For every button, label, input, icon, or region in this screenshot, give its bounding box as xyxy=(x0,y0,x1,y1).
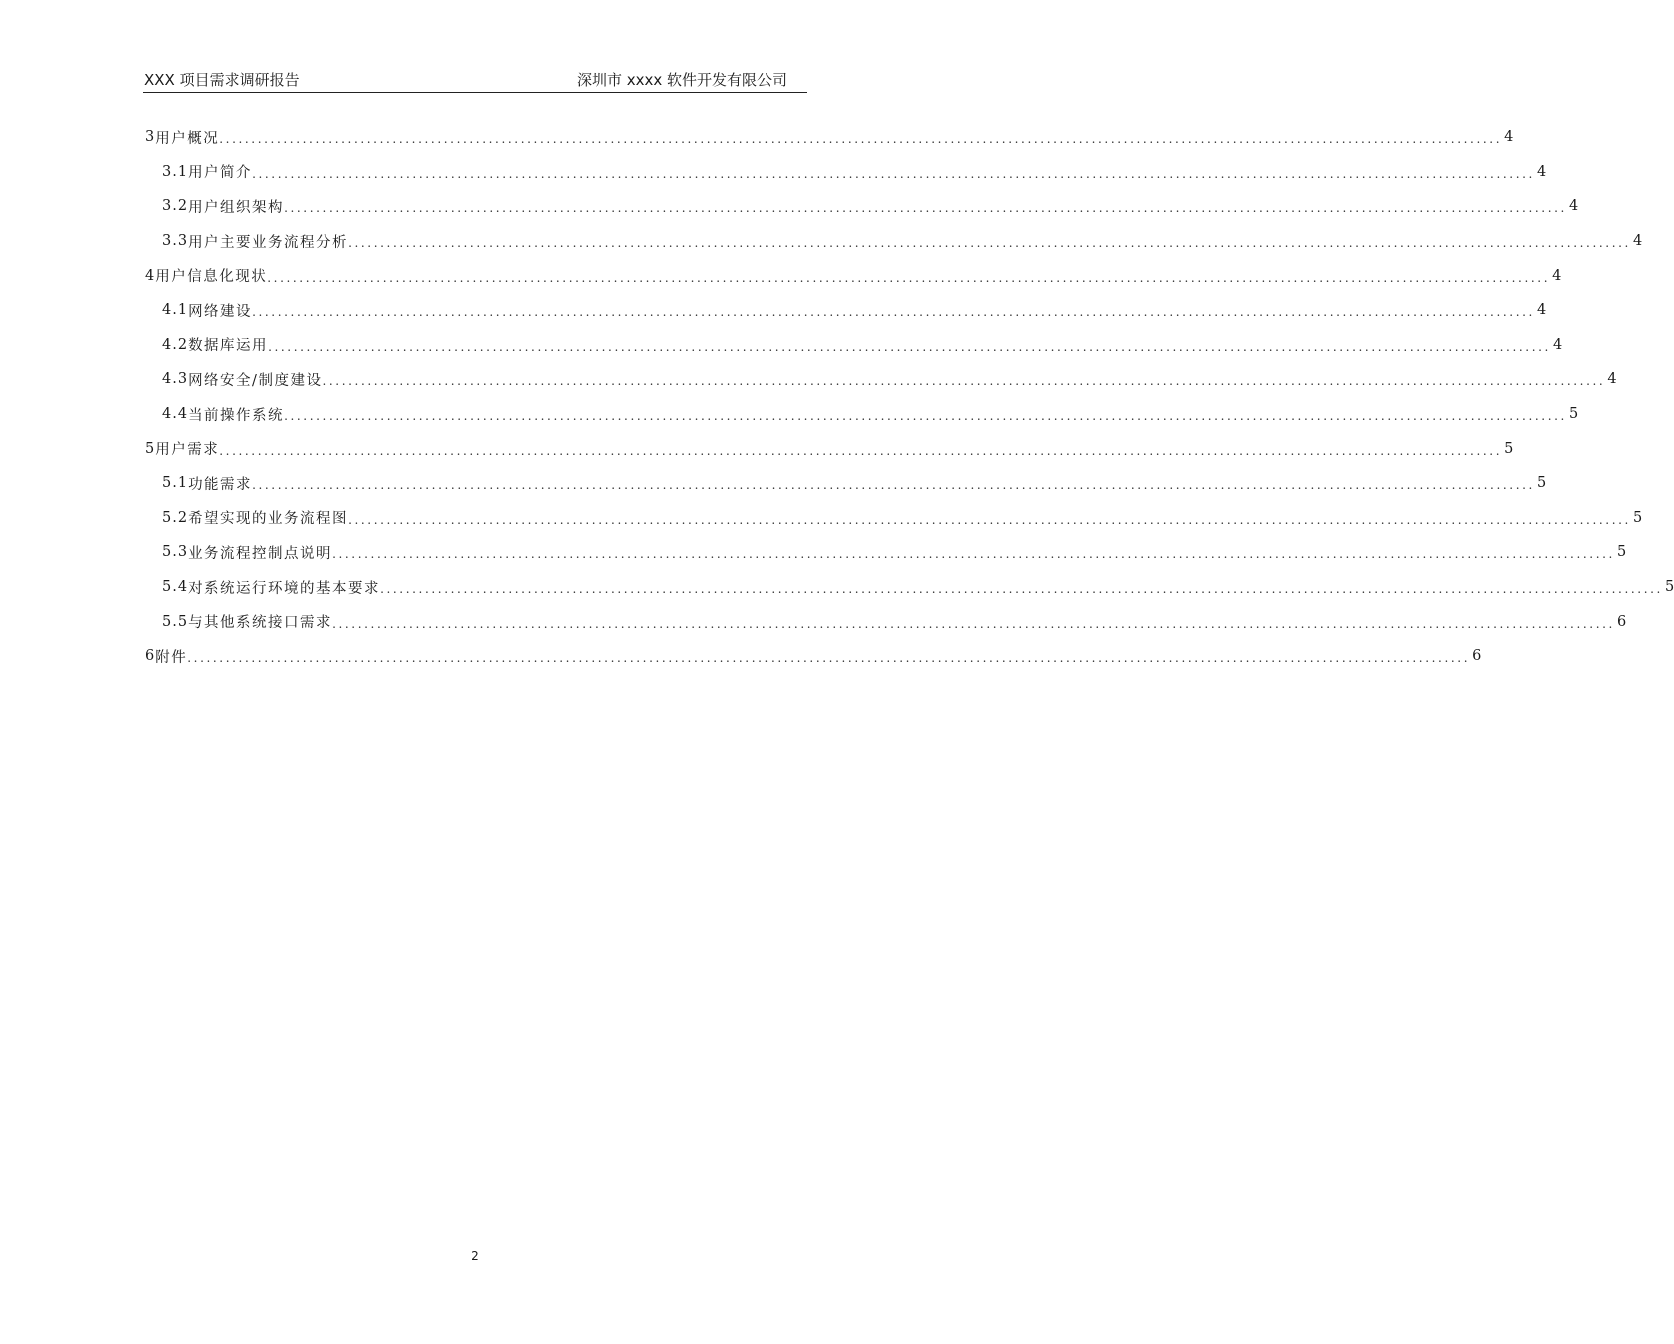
toc-dot-leader: ........................................................................................................................................................................................................ xyxy=(252,166,1535,181)
toc-entry[interactable] xyxy=(143,501,1643,536)
toc-entry-page: 4 xyxy=(1504,129,1514,146)
toc-entry-page: 5 xyxy=(1632,509,1643,526)
toc-entry-page: 5 xyxy=(1536,475,1547,492)
toc-entry[interactable] xyxy=(143,535,1627,570)
toc-entry-page: 5 xyxy=(1616,544,1627,561)
toc-entry-number: 5.3 xyxy=(162,544,189,561)
toc-entry[interactable] xyxy=(143,397,1579,432)
toc-dot-leader: ........................................................................................................................................................................................................ xyxy=(267,270,1551,285)
toc-entry[interactable] xyxy=(143,466,1547,501)
toc-entry-title: 与其他系统接口需求 xyxy=(188,615,333,632)
toc-entry-title: 功能需求 xyxy=(188,476,253,493)
toc-entry-number: 3.3 xyxy=(162,233,189,250)
toc-entry[interactable] xyxy=(143,362,1617,397)
toc-entry-number: 5.5 xyxy=(162,613,189,630)
toc-entry-title: 用户组织架构 xyxy=(188,199,285,216)
toc-entry-title: 用户需求 xyxy=(155,442,220,459)
toc-entry-title: 数据库运用 xyxy=(188,338,269,355)
toc-dot-leader: ........................................................................................................................................................................................................ xyxy=(284,409,1567,424)
toc-entry[interactable] xyxy=(143,293,1547,328)
toc-entry-page: 4 xyxy=(1552,267,1562,284)
toc-entry-title: 网络安全/制度建设 xyxy=(188,372,323,389)
toc-entry[interactable] xyxy=(143,570,1674,605)
toc-entry-number: 3.1 xyxy=(162,163,189,180)
page-number: 2 xyxy=(471,1249,479,1263)
toc-entry-number: 5.2 xyxy=(162,509,189,526)
toc-dot-leader: ........................................................................................................................................................................................................ xyxy=(219,132,1503,147)
toc-entry[interactable] xyxy=(143,328,1563,363)
page-header xyxy=(143,66,807,93)
toc-dot-leader: ........................................................................................................................................................................................................ xyxy=(322,374,1606,389)
toc-entry-page: 4 xyxy=(1607,371,1617,388)
toc-entry-number: 4.4 xyxy=(162,406,189,423)
toc-entry-title: 网络建设 xyxy=(188,303,253,320)
toc-entry-title: 希望实现的业务流程图 xyxy=(188,511,349,528)
toc-entry-number: 5 xyxy=(145,440,156,457)
toc-entry-page: 6 xyxy=(1616,613,1627,630)
toc-entry-title: 当前操作系统 xyxy=(188,407,285,424)
toc-entry-page: 4 xyxy=(1536,163,1547,180)
toc-dot-leader: ........................................................................................................................................................................................................ xyxy=(284,201,1567,216)
toc-entry-page: 6 xyxy=(1472,648,1482,665)
toc-dot-leader: ........................................................................................................................................................................................................ xyxy=(219,443,1503,458)
toc-entry-title: 用户主要业务流程分析 xyxy=(188,234,349,251)
toc-entry-title: 用户简介 xyxy=(188,165,253,182)
toc-entry[interactable] xyxy=(143,120,1514,155)
toc-entry-number: 4 xyxy=(145,267,156,284)
toc-entry-page: 5 xyxy=(1664,579,1674,596)
toc-dot-leader: ........................................................................................................................................................................................................ xyxy=(332,547,1615,562)
toc-entry-title: 附件 xyxy=(155,649,188,666)
toc-entry-title: 用户概况 xyxy=(155,130,220,147)
toc-entry-number: 4.1 xyxy=(162,302,189,319)
toc-entry-page: 4 xyxy=(1552,336,1563,353)
toc-entry-number: 3.2 xyxy=(162,198,189,215)
toc-entry-title: 对系统运行环境的基本要求 xyxy=(188,580,381,597)
toc-entry-page: 5 xyxy=(1504,440,1514,457)
toc-entry-number: 4.2 xyxy=(162,336,189,353)
toc-dot-leader: ........................................................................................................................................................................................................ xyxy=(252,478,1535,493)
toc-dot-leader: ........................................................................................................................................................................................................ xyxy=(348,236,1631,251)
toc-entry-number: 4.3 xyxy=(162,371,189,388)
toc-entry-page: 4 xyxy=(1632,233,1643,250)
toc-entry[interactable] xyxy=(143,155,1547,190)
toc-entry[interactable] xyxy=(143,431,1514,466)
toc-entry[interactable] xyxy=(143,604,1627,639)
toc-entry-page: 5 xyxy=(1568,406,1579,423)
header-document-title: XXX 项目需求调研报告 xyxy=(144,71,300,89)
toc-dot-leader: ........................................................................................................................................................................................................ xyxy=(187,651,1471,666)
toc-entry[interactable] xyxy=(143,224,1643,259)
toc-dot-leader: ........................................................................................................................................................................................................ xyxy=(380,582,1663,597)
toc-entry[interactable] xyxy=(143,258,1562,293)
toc-dot-leader: ........................................................................................................................................................................................................ xyxy=(268,339,1551,354)
toc-entry-page: 4 xyxy=(1568,198,1579,215)
toc-entry-number: 5.1 xyxy=(162,475,189,492)
toc-entry-title: 用户信息化现状 xyxy=(155,269,268,286)
toc-dot-leader: ........................................................................................................................................................................................................ xyxy=(332,616,1615,631)
header-company-name: 深圳市 xxxx 软件开发有限公司 xyxy=(576,71,787,89)
toc-dot-leader: ........................................................................................................................................................................................................ xyxy=(252,305,1535,320)
toc-entry[interactable] xyxy=(143,639,1482,674)
toc-entry-number: 5.4 xyxy=(162,579,189,596)
toc-dot-leader: ........................................................................................................................................................................................................ xyxy=(348,512,1631,527)
toc-entry-title: 业务流程控制点说明 xyxy=(188,545,333,562)
toc-entry-page: 4 xyxy=(1536,302,1547,319)
toc-entry[interactable] xyxy=(143,189,1579,224)
toc-entry-number: 3 xyxy=(145,129,156,146)
toc-entry-number: 6 xyxy=(145,648,156,665)
table-of-contents xyxy=(143,120,1674,674)
